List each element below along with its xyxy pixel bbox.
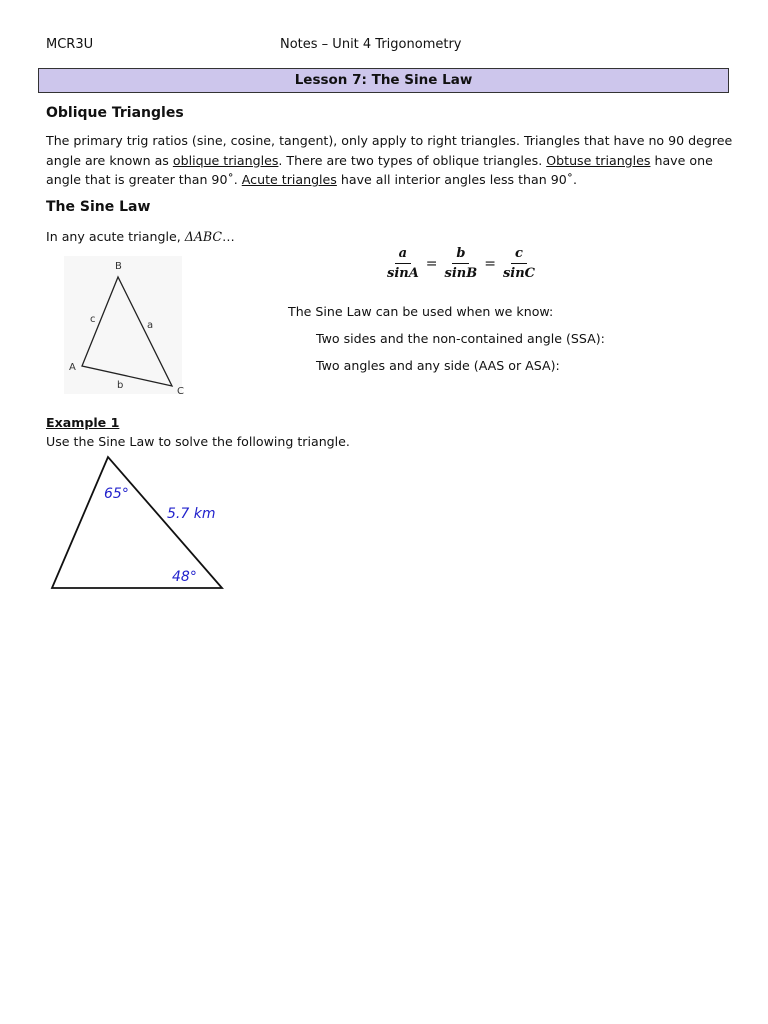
notes-title: Notes – Unit 4 Trigonometry xyxy=(280,37,462,52)
example-1-instruction: Use the Sine Law to solve the following triangle. xyxy=(46,434,350,449)
diagram-background xyxy=(64,256,182,394)
fraction-a: $\frac{a}{\sin A}$ xyxy=(387,246,419,281)
oblique-line-2: angle are known as oblique triangles. There are two types of oblique triangles. Obtuse triangles have one xyxy=(46,152,713,168)
side-a-label: a xyxy=(147,320,154,331)
side-5-7-km-label: 5.7 km xyxy=(167,506,216,522)
course-code: MCR3U xyxy=(46,37,94,52)
triangle-abc-diagram xyxy=(60,252,200,400)
fraction-c: $\frac{c}{\sin C}$ xyxy=(502,246,536,281)
lesson-banner: Lesson 7: The Sine Law xyxy=(38,68,729,93)
sine-law-case-aas-asa: Two angles and any side (AAS or ASA): xyxy=(316,358,560,373)
oblique-line-1: The primary trig ratios (sine, cosine, tangent), only apply to right triangles. Triangles that have no 90 degree xyxy=(46,133,733,148)
side-b-label: b xyxy=(117,380,124,391)
angle-48-label: 48° xyxy=(172,569,197,585)
fraction-b: $\frac{b}{\sin B}$ xyxy=(444,246,478,281)
oblique-heading: Oblique Triangles xyxy=(46,105,184,121)
term-obtuse-triangles: Obtuse triangles xyxy=(546,152,651,168)
sine-law-formula: $\frac{a}{\sin A}$ = $\frac{b}{\sin B}$ = $\frac{c}{\sin C}$ xyxy=(383,246,539,281)
sine-law-case-ssa: Two sides and the non-contained angle (SSA): xyxy=(316,331,605,346)
vertex-c-label: C xyxy=(177,386,184,397)
sine-law-intro: In any acute triangle, ΔABC… xyxy=(46,229,235,244)
side-c-label: c xyxy=(90,314,96,325)
oblique-line-3: angle that is greater than 90˚. Acute triangles have all interior angles less than 90˚. xyxy=(46,172,578,187)
angle-65-label: 65° xyxy=(104,486,129,502)
term-acute-triangles: Acute triangles xyxy=(241,172,337,187)
triangle-abc-math: ΔABC xyxy=(184,229,223,244)
term-oblique-triangles: oblique triangles xyxy=(172,152,279,168)
sine-law-when-title: The Sine Law can be used when we know: xyxy=(288,304,554,319)
sine-law-heading: The Sine Law xyxy=(46,199,151,215)
example-1-heading: Example 1 xyxy=(46,415,120,430)
example-1-triangle-diagram xyxy=(40,450,240,598)
oblique-paragraph xyxy=(46,131,746,190)
vertex-a-label: A xyxy=(69,362,76,373)
vertex-b-label: B xyxy=(115,261,122,272)
